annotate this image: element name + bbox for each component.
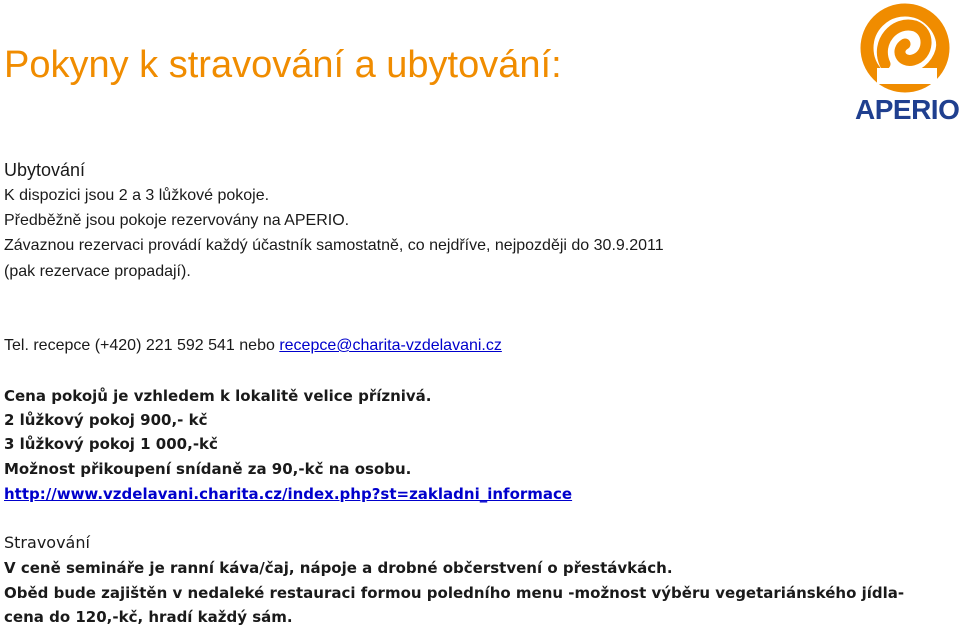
- catering-line-2: Oběd bude zajištěn v nedaleké restauraci formou poledního menu -možnost výběru vegetariánského jídla-: [4, 584, 905, 602]
- page-title: Pokyny k stravování a ubytování:: [4, 44, 562, 86]
- info-url-link[interactable]: http://www.vzdelavani.charita.cz/index.php?st=zakladni_informace: [4, 485, 573, 503]
- catering-line-3: cena do 120,-kč, hradí každý sám.: [4, 608, 293, 626]
- room-price-3-bed: 3 lůžkový pokoj 1 000,-kč: [4, 435, 218, 453]
- price-note: Cena pokojů je vzhledem k lokalitě velice příznivá.: [4, 387, 432, 405]
- aperio-logo-text: APERIO: [855, 94, 960, 125]
- reception-email-link[interactable]: recepce@charita-vzdelavani.cz: [279, 337, 502, 354]
- catering-line-1: V ceně semináře je ranní káva/čaj, nápoje a drobné občerstvení o přestávkách.: [4, 559, 673, 577]
- accommodation-line-4: (pak rezervace propadají).: [4, 263, 191, 280]
- breakfast-note: Možnost přikoupení snídaně za 90,-kč na osobu.: [4, 460, 412, 478]
- accommodation-heading: Ubytování: [4, 160, 86, 180]
- catering-heading: Stravování: [4, 533, 90, 552]
- aperio-spiral-icon: [855, 2, 959, 94]
- reception-contact-text: Tel. recepce (+420) 221 592 541 nebo: [4, 337, 280, 354]
- accommodation-line-2: Předběžně jsou pokoje rezervovány na APERIO.: [4, 212, 350, 229]
- accommodation-line-3: Závaznou rezervaci provádí každý účastník samostatně, co nejdříve, nejpozději do 30.9.2011: [4, 237, 664, 254]
- info-url-line: [4, 484, 572, 504]
- room-price-2-bed: 2 lůžkový pokoj 900,- kč: [4, 411, 208, 429]
- reception-contact: [4, 336, 502, 356]
- accommodation-line-1: K dispozici jsou 2 a 3 lůžkové pokoje.: [4, 187, 270, 204]
- aperio-logo: [855, 2, 959, 126]
